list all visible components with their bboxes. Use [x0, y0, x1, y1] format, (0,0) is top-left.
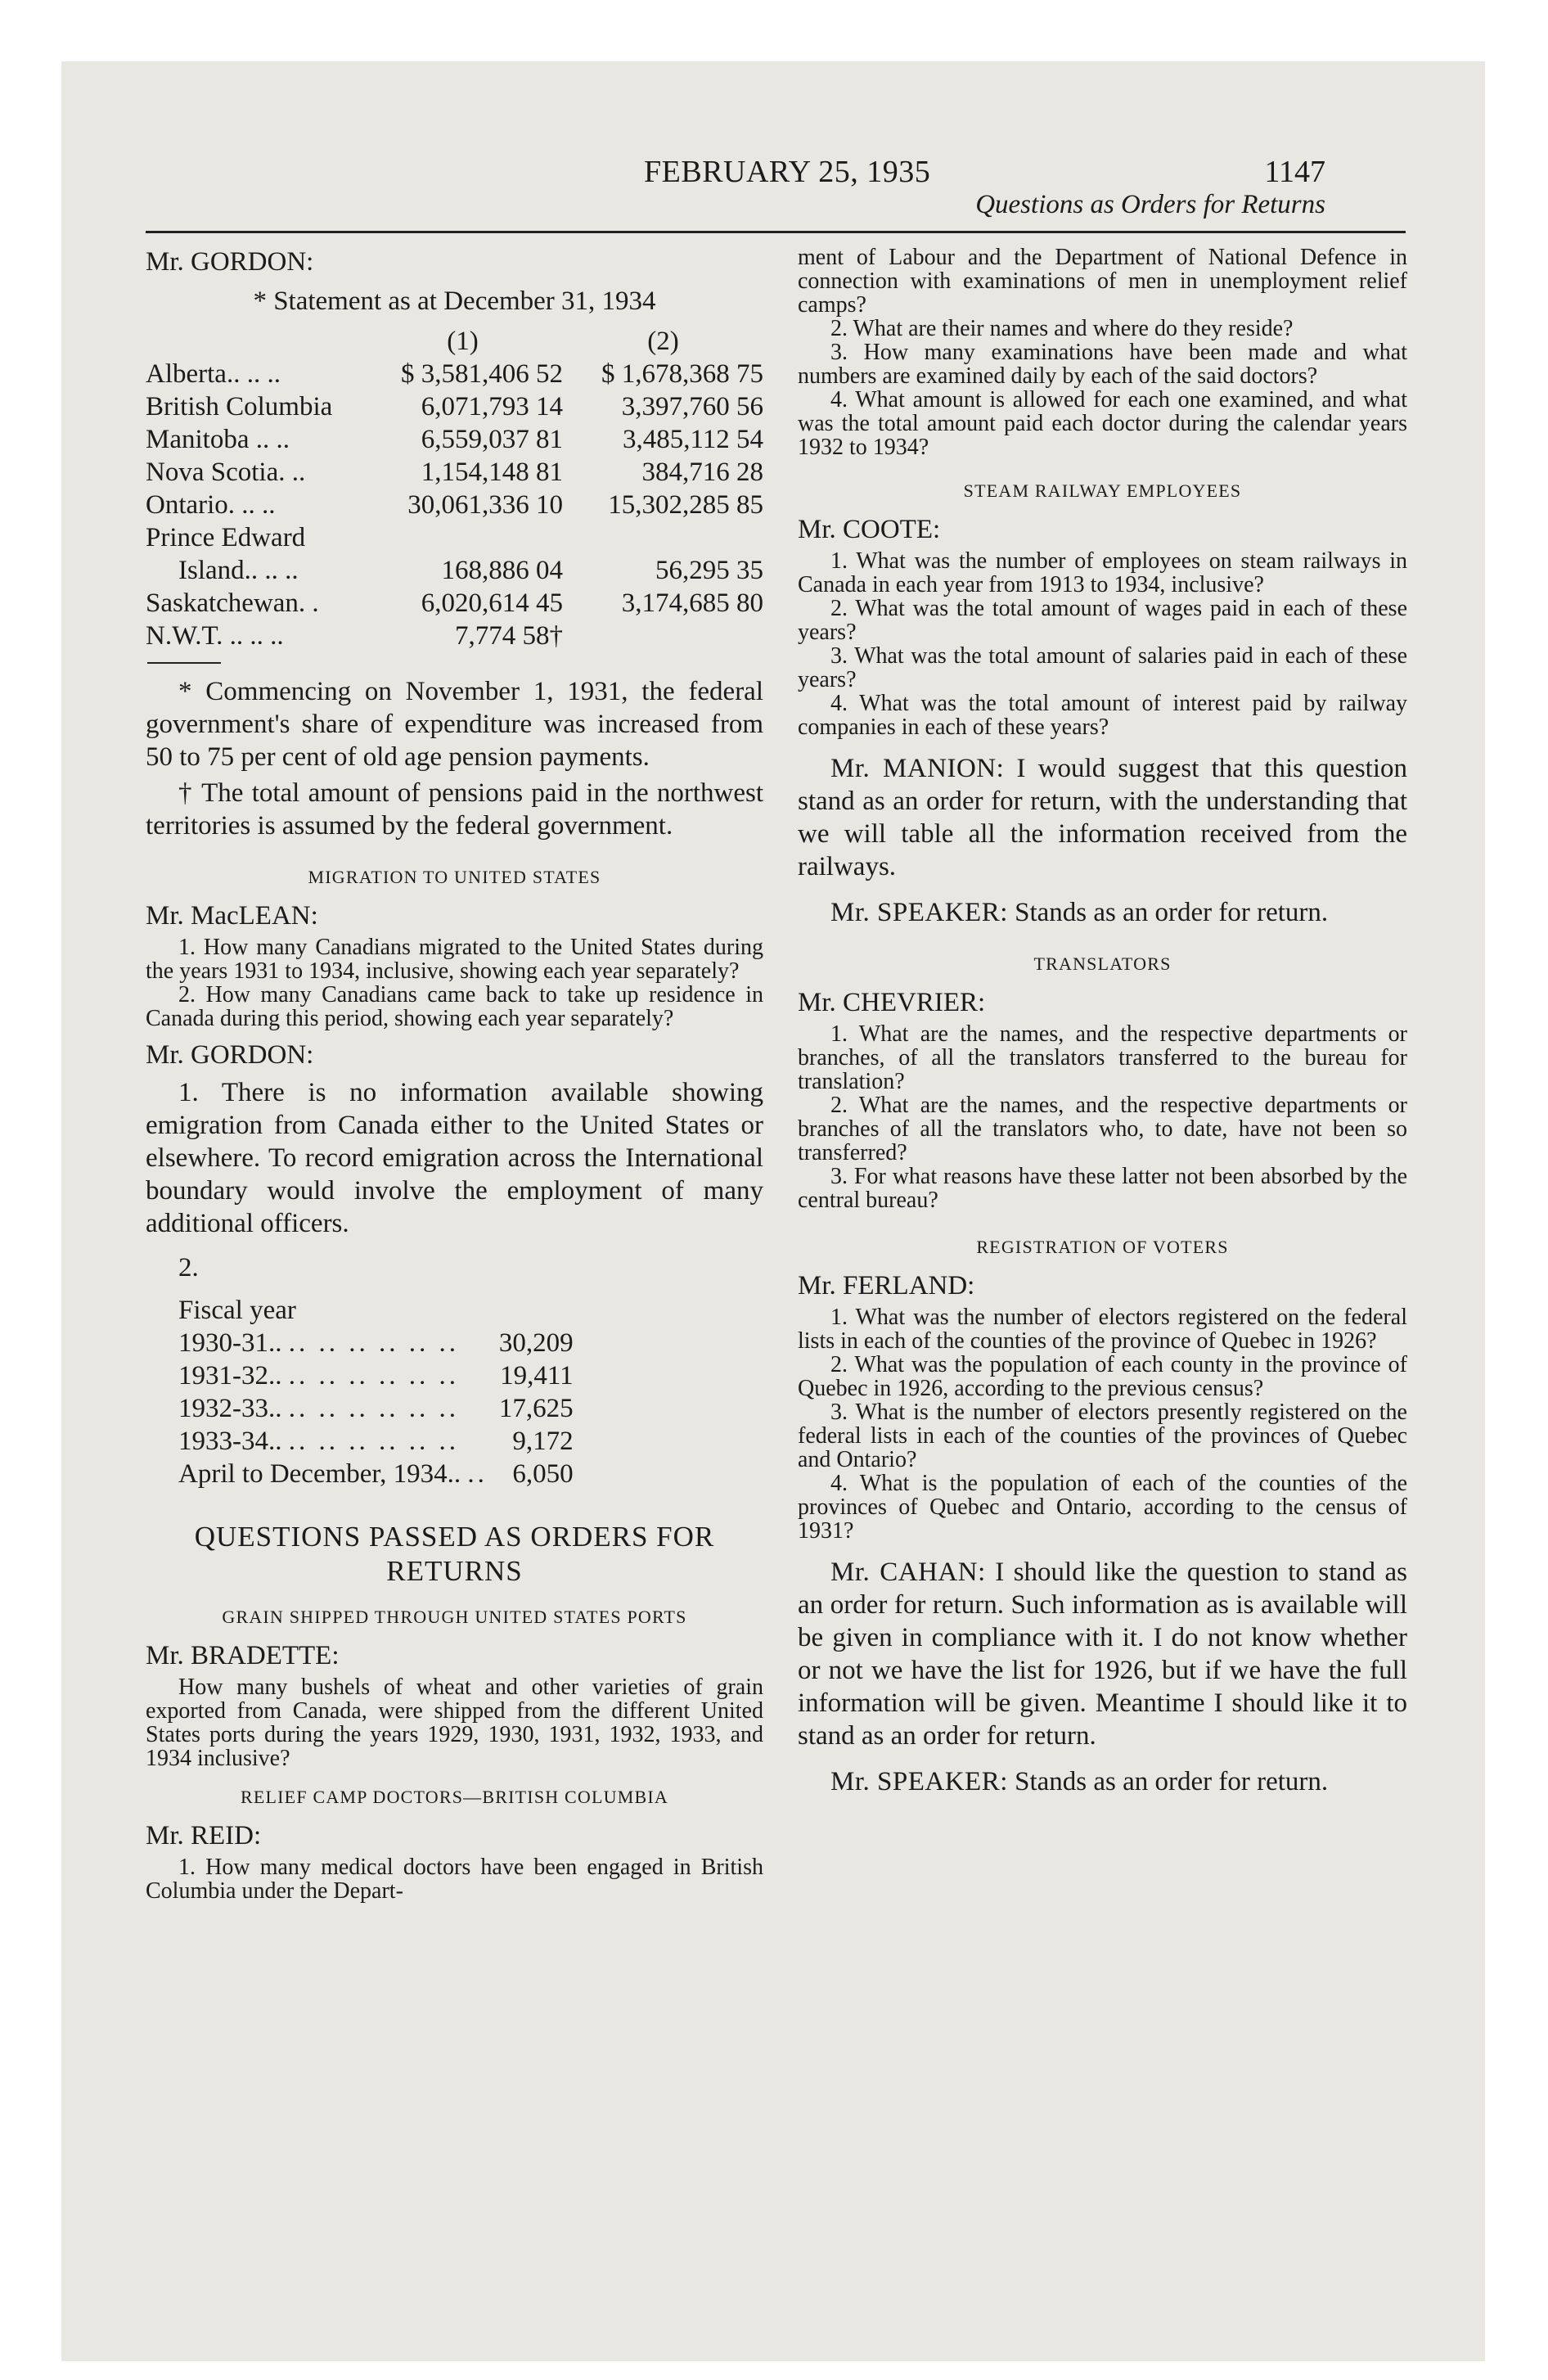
value-1-cell: 1,154,148 81 — [421, 458, 563, 487]
table-row — [146, 554, 763, 587]
value-1-cell: 30,061,336 10 — [407, 490, 563, 520]
value-2-cell: 384,716 28 — [641, 458, 763, 487]
province-cell: Ontario. .. .. — [146, 490, 276, 520]
province-cell: Nova Scotia. .. — [146, 458, 306, 487]
speaker-remark-1 — [798, 896, 1407, 929]
speaker-speaker-1: Mr. SPEAKER: — [830, 898, 1008, 927]
grain-heading: GRAIN SHIPPED THROUGH UNITED STATES PORTS — [222, 1607, 687, 1627]
pension-statement-table — [146, 325, 763, 652]
cahan-remark — [798, 1556, 1407, 1752]
right-column — [798, 246, 1407, 1798]
reid-question-3: 3. How many examinations have been made and what numbers are examined daily by each of the said doctors? — [798, 340, 1407, 389]
province-cell: N.W.T. .. .. .. — [146, 621, 284, 651]
year-cell: 1932-33.. .. .. .. .. .. .. — [178, 1394, 459, 1423]
table-row — [146, 620, 763, 652]
ferland-question-1: 1. What was the number of electors registered on the federal lists in each of the counties of the province of Quebec in 1926? — [798, 1305, 1407, 1354]
table-row — [178, 1425, 574, 1458]
table-row — [146, 489, 763, 521]
section-title: Questions as Orders for Returns — [975, 190, 1325, 219]
value-1-cell: 6,071,793 14 — [421, 392, 563, 421]
chevrier-question-1: 1. What are the names, and the respective departments or branches, of all the translators transferred to the bureau for translation? — [798, 1021, 1407, 1094]
coote-question-2: 2. What was the total amount of wages paid in each of these years? — [798, 596, 1407, 645]
column-2-header: (2) — [647, 327, 679, 356]
value-1-cell: $ 3,581,406 52 — [401, 359, 563, 389]
year-cell: 1931-32.. .. .. .. .. .. .. — [178, 1361, 459, 1391]
speaker-cahan: Mr. CAHAN: — [830, 1557, 986, 1587]
value-cell: 6,050 — [512, 1459, 574, 1489]
bradette-question: How many bushels of wheat and other varieties of grain exported from Canada, were shipped from the different United States ports during the years 1929, 1930, 1931, 1932, 1933, and 1934 inclusive? — [146, 1675, 763, 1771]
value-2-cell: 3,174,685 80 — [621, 588, 763, 618]
value-1-cell: 6,020,614 45 — [421, 588, 563, 618]
value-2-cell: 15,302,285 85 — [608, 490, 763, 520]
speaker-gordon-2: Mr. GORDON: — [146, 1040, 314, 1070]
ferland-question-3: 3. What is the number of electors presently registered on the federal lists in each of the counties of the provinces of Quebec and Ontario? — [798, 1400, 1407, 1472]
left-column — [146, 246, 763, 1903]
value-cell: 17,625 — [498, 1394, 574, 1423]
value-2-cell: 3,397,760 56 — [621, 392, 763, 421]
ferland-question-4: 4. What is the population of each of the counties of the provinces of Quebec and Ontario, according to the census of 1931? — [798, 1471, 1407, 1544]
value-1-cell — [362, 521, 563, 554]
speaker-gordon: Mr. GORDON: — [146, 247, 314, 277]
table-row — [146, 358, 763, 390]
province-cell: Alberta.. .. .. — [146, 359, 281, 389]
value-2-cell — [563, 521, 763, 554]
province-cell: Prince Edward — [146, 523, 306, 552]
value-cell: 19,411 — [500, 1361, 574, 1391]
page-number: 1147 — [1264, 155, 1325, 189]
manion-remark — [798, 752, 1407, 883]
speaker-remark-2 — [798, 1765, 1407, 1798]
reid-question-4: 4. What amount is allowed for each one examined, and what was the total amount paid each doctor during the calendar years 1932 to 1934? — [798, 387, 1407, 460]
emigration-table — [178, 1327, 574, 1490]
reid-question-1: 1. How many medical doctors have been engaged in British Columbia under the Depart- — [146, 1855, 763, 1904]
value-2-cell — [563, 620, 763, 652]
province-cell: Saskatchewan. . — [146, 588, 319, 618]
province-cell: Manitoba .. .. — [146, 425, 290, 454]
value-cell: 9,172 — [512, 1427, 574, 1456]
table-row — [146, 423, 763, 456]
speaker-ferland: Mr. FERLAND: — [798, 1271, 975, 1300]
chevrier-question-2: 2. What are the names, and the respective departments or branches of all the translators who, to date, have not been so transferred? — [798, 1093, 1407, 1165]
speaker-2-text: Stands as an order for return. — [1015, 1767, 1329, 1796]
gordon-answer-1: 1. There is no information available showing emigration from Canada either to the United States or elsewhere. To record emigration across the International boundary would involve the employment of many additional officers. — [146, 1078, 763, 1238]
year-cell: April to December, 1934.. .. — [178, 1459, 488, 1489]
footnote-rule — [147, 662, 221, 664]
speaker-speaker-2: Mr. SPEAKER: — [830, 1767, 1008, 1796]
steam-railway-heading: STEAM RAILWAY EMPLOYEES — [963, 480, 1242, 501]
table-row — [146, 390, 763, 423]
coote-question-3: 3. What was the total amount of salaries paid in each of these years? — [798, 643, 1407, 692]
fiscal-year-label: Fiscal year — [178, 1296, 296, 1325]
table-header-row — [146, 325, 763, 358]
speaker-bradette: Mr. BRADETTE: — [146, 1641, 340, 1670]
reid-question-1-continued: ment of Labour and the Department of National Defence in connection with examinations of men in unemployment relief camps? — [798, 245, 1407, 318]
year-cell: 1933-34.. .. .. .. .. .. .. — [178, 1427, 459, 1456]
table-row — [178, 1327, 574, 1359]
page-date: FEBRUARY 25, 1935 — [644, 155, 931, 189]
speaker-maclean: Mr. MacLEAN: — [146, 901, 318, 931]
table-row — [178, 1458, 574, 1490]
table-row — [146, 456, 763, 489]
value-cell: 30,209 — [498, 1328, 574, 1358]
cahan-text: I should like the question to stand as an order for return. Such information as is available will be given in compliance with it. I do not know whether or not we have the list for 1926, but if we have the full information will be given. Meantime I should like it to stand as an order for return. — [798, 1557, 1407, 1751]
migration-heading: MIGRATION TO UNITED STATES — [308, 867, 601, 887]
translators-heading: TRANSLATORS — [1033, 953, 1172, 974]
reid-question-2: 2. What are their names and where do they reside? — [830, 316, 1294, 341]
coote-question-4: 4. What was the total amount of interest paid by railway companies in each of these years? — [798, 691, 1407, 740]
province-cell: Island.. .. .. — [178, 556, 299, 585]
manion-text: I would suggest that this question stand as an order for return, with the understanding that we will table all the information received from the railways. — [798, 754, 1407, 881]
coote-question-1: 1. What was the number of employees on steam railways in Canada in each year from 1913 to 1934, inclusive? — [798, 548, 1407, 597]
maclean-question-1: 1. How many Canadians migrated to the United States during the years 1931 to 1934, inclusive, showing each year separately? — [146, 935, 763, 984]
footnote-dagger: † The total amount of pensions paid in the northwest territories is assumed by the federal government. — [146, 778, 763, 841]
value-2-cell: 3,485,112 54 — [622, 425, 763, 454]
speaker-manion: Mr. MANION: — [830, 754, 1005, 783]
chevrier-question-3: 3. For what reasons have these latter not been absorbed by the central bureau? — [798, 1164, 1407, 1213]
footnote-star: * Commencing on November 1, 1931, the federal government's share of expenditure was increased from 50 to 75 per cent of old age pension payments. — [146, 677, 763, 772]
province-cell: British Columbia — [146, 392, 333, 421]
value-2-cell: 56,295 35 — [655, 556, 763, 585]
value-1-cell: 6,559,037 81 — [421, 425, 563, 454]
header-rule — [146, 231, 1406, 233]
value-1-cell: 7,774 58† — [455, 621, 563, 651]
table-row — [146, 587, 763, 620]
relief-heading: RELIEF CAMP DOCTORS—BRITISH COLUMBIA — [241, 1787, 668, 1807]
table-row — [146, 521, 763, 554]
orders-heading: QUESTIONS PASSED AS ORDERS FOR RETURNS — [194, 1521, 715, 1587]
statement-title: * Statement as at December 31, 1934 — [253, 286, 656, 316]
value-2-cell: $ 1,678,368 75 — [601, 359, 763, 389]
speaker-1-text: Stands as an order for return. — [1015, 898, 1329, 927]
speaker-coote: Mr. COOTE: — [798, 515, 941, 544]
table-row — [178, 1359, 574, 1392]
gordon-answer-2-number: 2. — [178, 1253, 199, 1282]
table-row — [178, 1392, 574, 1425]
speaker-reid: Mr. REID: — [146, 1821, 262, 1850]
value-1-cell: 168,886 04 — [441, 556, 563, 585]
year-cell: 1930-31.. .. .. .. .. .. .. — [178, 1328, 459, 1358]
ferland-question-2: 2. What was the population of each county in the province of Quebec in 1926, according to the previous census? — [798, 1352, 1407, 1401]
registration-heading: REGISTRATION OF VOTERS — [976, 1237, 1229, 1257]
maclean-question-2: 2. How many Canadians came back to take up residence in Canada during this period, showing each year separately? — [146, 982, 763, 1031]
column-1-header: (1) — [447, 327, 479, 356]
speaker-chevrier: Mr. CHEVRIER: — [798, 988, 986, 1017]
